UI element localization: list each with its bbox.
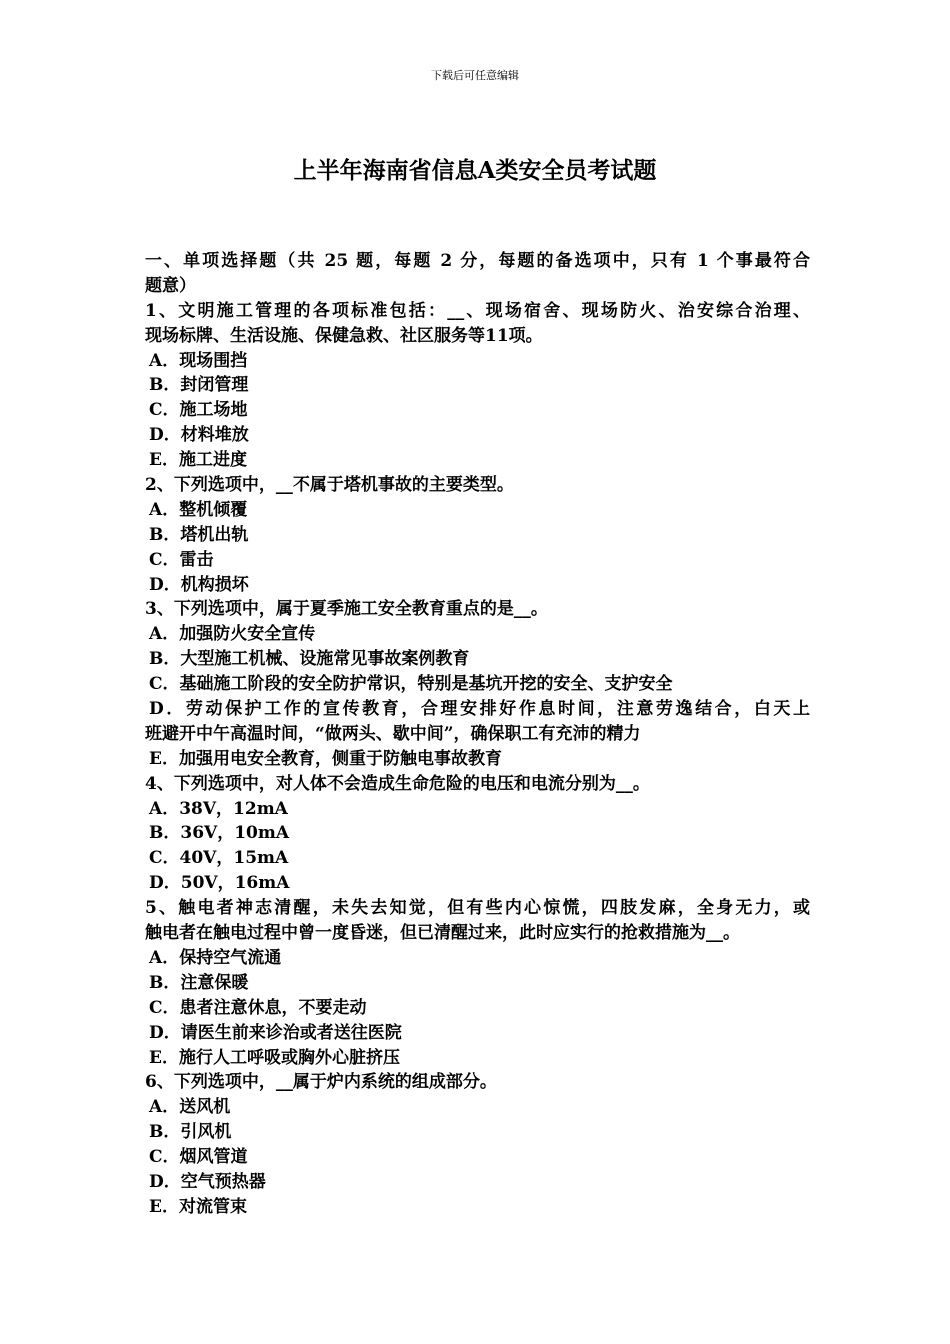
question-stem-line: 2、下列选项中，__不属于塔机事故的主要类型。 [145, 475, 514, 496]
question-stem-line: 触电者在触电过程中曾一度昏迷，但已清醒过来，此时应实行的抢救措施为__。 [145, 923, 740, 944]
answer-option: B．塔机出轨 [149, 524, 249, 545]
question-1 [145, 299, 810, 473]
answer-option: D．机构损坏 [149, 574, 249, 595]
answer-option: A．整机倾覆 [149, 499, 248, 520]
answer-option: B．封闭管理 [149, 375, 249, 396]
answer-option: E．施工进度 [149, 450, 247, 471]
section-heading-line-1: 一、单项选择题（共 25 题，每题 2 分，每题的备选项中，只有 1 个事最符合 [145, 251, 810, 271]
answer-option: E．施行人工呼吸或胸外心脏挤压 [149, 1047, 400, 1068]
answer-option: B．引风机 [149, 1122, 232, 1143]
answer-option: D．劳动保护工作的宣传教育，合理安排好作息时间，注意劳逸结合，白天上 [149, 699, 810, 720]
answer-option: C．40V，15mA [149, 848, 289, 869]
question-stem-line: 3、下列选项中，属于夏季施工安全教育重点的是__。 [145, 599, 548, 620]
answer-option: D．50V，16mA [149, 873, 290, 894]
question-4 [145, 772, 810, 896]
question-2 [145, 473, 810, 597]
header-note: 下载后可任意编辑 [431, 69, 519, 82]
question-6 [145, 1070, 810, 1219]
answer-option: D．请医生前来诊治或者送往医院 [149, 1022, 402, 1043]
answer-option: E．对流管束 [149, 1196, 247, 1217]
answer-option: B．大型施工机械、设施常见事故案例教育 [149, 649, 470, 670]
answer-option: B．注意保暖 [149, 972, 249, 993]
answer-option: B．36V，10mA [149, 823, 290, 844]
answer-option: A．保持空气流通 [149, 947, 282, 968]
answer-option: A．送风机 [149, 1097, 231, 1118]
answer-option: A．38V，12mA [149, 798, 288, 819]
answer-option: C．施工场地 [149, 400, 248, 421]
answer-option: D．空气预热器 [149, 1171, 266, 1192]
question-5 [145, 896, 810, 1070]
answer-option: C．患者注意休息，不要走动 [149, 997, 367, 1018]
answer-option: C．烟风管道 [149, 1147, 248, 1168]
answer-option: C．雷击 [149, 549, 214, 570]
question-stem-line: 1、文明施工管理的各项标准包括：__、现场宿舍、现场防火、治安综合治理、 [145, 300, 810, 321]
section-heading-line-2: 题意） [145, 275, 196, 296]
exam-body [145, 249, 810, 1220]
answer-option: C．基础施工阶段的安全防护常识，特别是基坑开挖的安全、支护安全 [149, 674, 673, 695]
question-stem-line: 现场标牌、生活设施、保健急救、社区服务等11项。 [145, 325, 543, 346]
answer-option: A．现场围挡 [149, 350, 248, 371]
question-stem-line: 6、下列选项中，__属于炉内系统的组成部分。 [145, 1072, 497, 1093]
question-stem-line: 5、触电者神志清醒，未失去知觉，但有些内心惊慌，四肢发麻，全身无力，或 [145, 898, 810, 919]
page-title: 上半年海南省信息A类安全员考试题 [293, 157, 657, 184]
question-3 [145, 597, 810, 771]
answer-option-continuation: 班避开中午高温时间，“做两头、歇中间”，确保职工有充沛的精力 [145, 723, 641, 744]
answer-option: E．加强用电安全教育，侧重于防触电事故教育 [149, 748, 502, 769]
question-stem-line: 4、下列选项中，对人体不会造成生命危险的电压和电流分别为__。 [145, 773, 650, 794]
answer-option: D．材料堆放 [149, 425, 249, 446]
answer-option: A．加强防火安全宣传 [149, 624, 316, 645]
